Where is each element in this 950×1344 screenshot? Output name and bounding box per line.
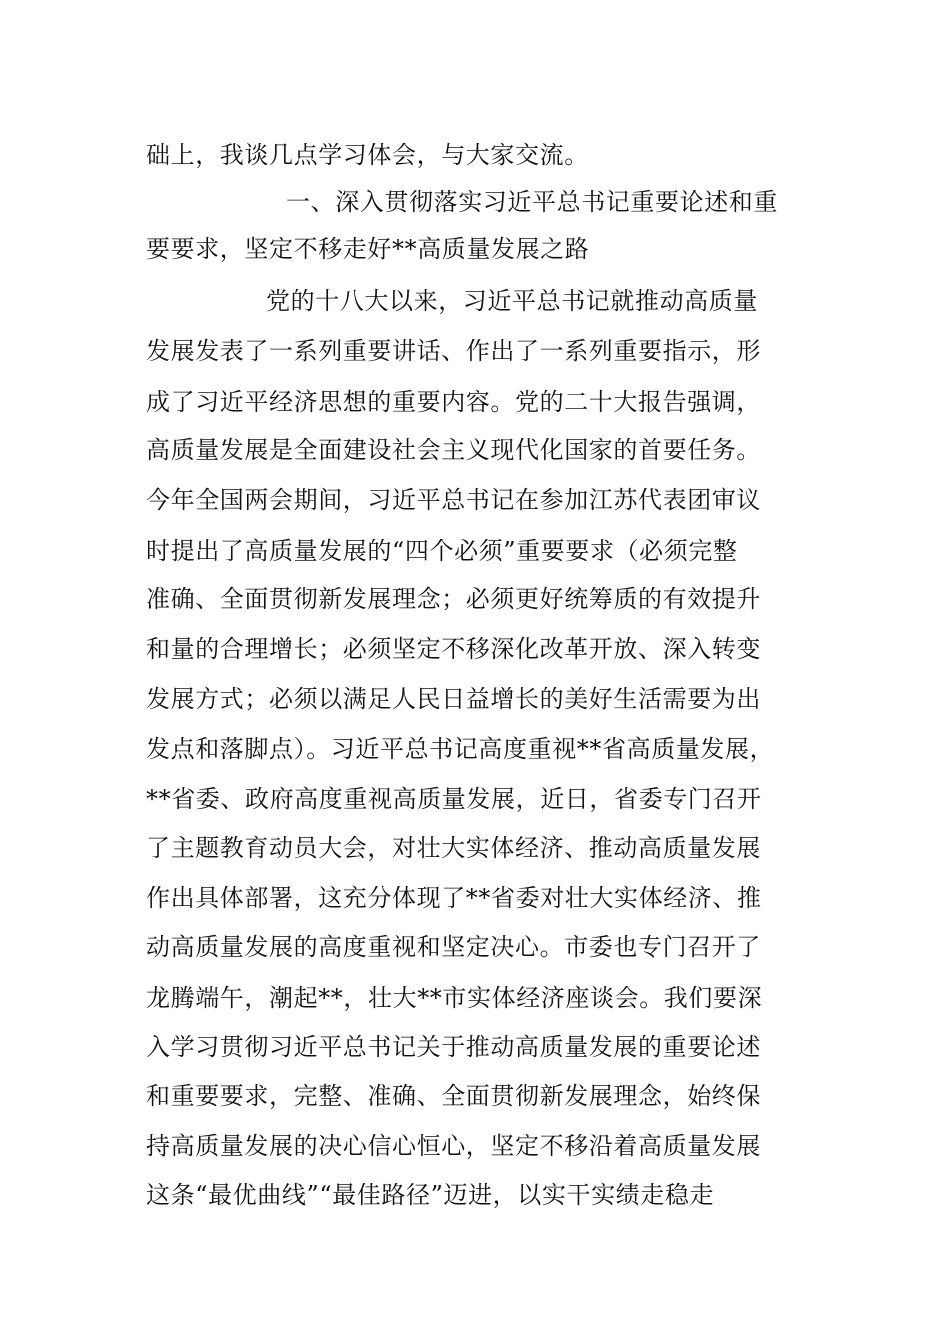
paragraph-line: 动高质量发展的高度重视和坚定决心。市委也专门召开了	[146, 933, 761, 961]
paragraph-line: 龙腾端午，潮起**，壮大**市实体经济座谈会。我们要深	[146, 984, 763, 1012]
paragraph-line: 发展发表了一系列重要讲话、作出了一系列重要指示，形	[146, 337, 761, 365]
body-line-continuation: 础上，我谈几点学习体会，与大家交流。	[146, 141, 589, 169]
paragraph-line: 和量的合理增长；必须坚定不移深化改革开放、深入转变	[146, 635, 761, 663]
paragraph-first-line: 党的十八大以来，习近平总书记就推动高质量	[266, 287, 758, 315]
section-heading-line-2: 要要求，坚定不移走好**高质量发展之路	[146, 235, 590, 263]
paragraph-line: 这条“最优曲线”“最佳路径”迈进，以实干实绩走稳走	[146, 1181, 715, 1209]
section-heading-line-1: 一、深入贯彻落实习近平总书记重要论述和重	[286, 188, 778, 216]
paragraph-line: 发展方式；必须以满足人民日益增长的美好生活需要为出	[146, 685, 761, 713]
paragraph-line: **省委、政府高度重视高质量发展，近日，省委专门召开	[146, 785, 762, 813]
paragraph-line: 准确、全面贯彻新发展理念；必须更好统筹质的有效提升	[146, 585, 761, 613]
paragraph-line: 时提出了高质量发展的“四个必须”重要要求（必须完整	[146, 537, 738, 565]
paragraph-line: 持高质量发展的决心信心恒心，坚定不移沿着高质量发展	[146, 1132, 761, 1160]
paragraph-line: 今年全国两会期间，习近平总书记在参加江苏代表团审议	[146, 486, 761, 514]
paragraph-line: 发点和落脚点）。习近平总书记高度重视**省高质量发展，	[146, 735, 775, 763]
paragraph-line: 了主题教育动员大会，对壮大实体经济、推动高质量发展	[146, 834, 761, 862]
paragraph-line: 作出具体部署，这充分体现了**省委对壮大实体经济、推	[146, 884, 762, 912]
paragraph-line: 成了习近平经济思想的重要内容。党的二十大报告强调，	[146, 388, 761, 416]
paragraph-line: 入学习贯彻习近平总书记关于推动高质量发展的重要论述	[146, 1033, 761, 1061]
paragraph-line: 和重要要求，完整、准确、全面贯彻新发展理念，始终保	[146, 1082, 761, 1110]
paragraph-line: 高质量发展是全面建设社会主义现代化国家的首要任务。	[146, 436, 761, 464]
